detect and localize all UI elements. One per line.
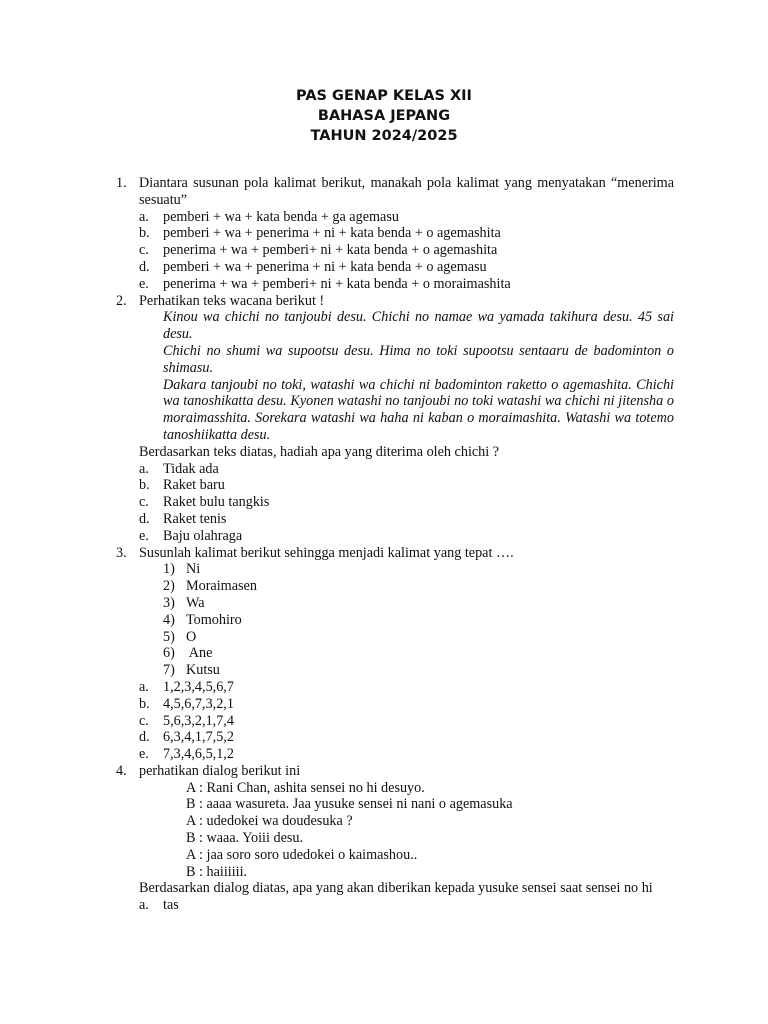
word-item: [163, 578, 674, 595]
option-text: 1,2,3,4,5,6,7: [163, 678, 234, 695]
option-text: Raket bulu tangkis: [163, 494, 270, 511]
option-letter: e.: [139, 527, 149, 544]
dialog-line: A : udedokei wa doudesuka ?: [186, 813, 353, 830]
answer-option: [139, 679, 674, 696]
question-number: 4.: [116, 762, 127, 779]
option-text: Raket baru: [163, 477, 225, 494]
question-text: Susunlah kalimat berikut sehingga menjadi kalimat yang tepat ….: [139, 544, 514, 561]
option-letter: a.: [139, 897, 149, 914]
option-letter: a.: [139, 678, 149, 695]
answer-option: [139, 729, 674, 746]
item-text: Ane: [186, 645, 213, 662]
item-number: 2): [163, 578, 175, 595]
dialog-line: A : Rani Chan, ashita sensei no hi desuyo.: [186, 779, 425, 796]
reading-passage-paragraph: Chichi no shumi wa supootsu desu. Hima no toki supootsu sentaaru de badominton o shimasu.: [163, 342, 674, 376]
question-text: perhatikan dialog berikut ini: [139, 762, 301, 779]
item-text: O: [186, 628, 197, 645]
item-number: 4): [163, 611, 175, 628]
answer-option: [139, 477, 674, 494]
option-text: 5,6,3,2,1,7,4: [163, 712, 234, 729]
question-number: 2.: [116, 292, 127, 309]
answer-option: [139, 696, 674, 713]
answer-option: [139, 461, 674, 478]
dialog-line: A : jaa soro soro udedokei o kaimashou..: [186, 846, 418, 863]
option-letter: d.: [139, 729, 150, 746]
reading-passage-paragraph: Dakara tanjoubi no toki, watashi wa chichi ni badominton raketto o agemashita. Chichi wa tanoshikatta desu. Kyonen watashi no tanjoubi no toki watashi wa chichi ni jitensha o moraimasshita. Sorekara watashi wa haha ni kaban o moraimashita. Watashi wa totemo tanoshiikatta desu.: [163, 376, 674, 443]
item-text: Moraimasen: [186, 578, 257, 595]
question-text: Diantara susunan pola kalimat berikut, manakah pola kalimat yang menyatakan “menerima sesuatu”: [139, 175, 674, 208]
option-letter: d.: [139, 258, 150, 275]
question-list: [116, 175, 674, 914]
header-subject: BAHASA JEPANG: [317, 108, 451, 124]
option-text: Tidak ada: [163, 460, 219, 477]
header-title: PAS GENAP KELAS XII: [296, 88, 472, 104]
option-letter: b.: [139, 225, 150, 242]
option-letter: c.: [139, 494, 149, 511]
option-text: Raket tenis: [163, 510, 227, 527]
item-text: Kutsu: [186, 662, 220, 679]
word-item: [163, 662, 674, 679]
question-number: 1.: [116, 175, 127, 191]
word-item: [163, 561, 674, 578]
option-text: 4,5,6,7,3,2,1: [163, 695, 234, 712]
reading-passage-paragraph: Kinou wa chichi no tanjoubi desu. Chichi no namae wa yamada takihura desu. 45 sai desu.: [163, 309, 674, 343]
dialog-line: B : haiiiiii.: [186, 863, 248, 880]
answer-option: [139, 209, 674, 226]
answer-option: [139, 494, 674, 511]
item-text: Ni: [186, 561, 201, 578]
question-number: 3.: [116, 544, 127, 561]
option-letter: b.: [139, 695, 150, 712]
word-item: [163, 645, 674, 662]
option-text: penerima + wa + pemberi+ ni + kata benda + o agemashita: [163, 242, 498, 259]
answer-option: [139, 276, 674, 293]
option-letter: c.: [139, 712, 149, 729]
option-letter: a.: [139, 208, 149, 225]
option-text: 6,3,4,1,7,5,2: [163, 729, 234, 746]
dialog-line: B : waaa. Yoiii desu.: [186, 830, 304, 847]
option-text: pemberi + wa + penerima + ni + kata benda + o agemasu: [163, 258, 487, 275]
header-year: TAHUN 2024/2025: [310, 128, 458, 144]
answer-option: [139, 528, 674, 545]
answer-option: [139, 225, 674, 242]
option-letter: d.: [139, 510, 150, 527]
answer-option: [139, 511, 674, 528]
item-number: 7): [163, 662, 175, 679]
question-2: [116, 293, 674, 310]
option-letter: e.: [139, 275, 149, 292]
dialog-line: B : aaaa wasureta. Jaa yusuke sensei ni nani o agemasuka: [186, 796, 513, 813]
option-text: penerima + wa + pemberi+ ni + kata benda + o moraimashita: [163, 275, 511, 292]
answer-option: [139, 242, 674, 259]
item-number: 6): [163, 645, 175, 662]
question-4: [116, 763, 674, 780]
option-letter: e.: [139, 746, 149, 763]
item-number: 3): [163, 594, 175, 611]
question-3: [116, 545, 674, 562]
item-text: Wa: [186, 594, 205, 611]
item-text: Tomohiro: [186, 611, 242, 628]
question-prompt: Berdasarkan dialog diatas, apa yang akan diberikan kepada yusuke sensei saat sensei no hi: [139, 880, 653, 897]
answer-option: [139, 746, 674, 763]
option-letter: a.: [139, 460, 149, 477]
answer-option: [139, 713, 674, 730]
item-number: 5): [163, 628, 175, 645]
answer-option: [139, 897, 674, 914]
option-text: pemberi + wa + kata benda + ga agemasu: [163, 208, 399, 225]
question-text: Perhatikan teks wacana berikut !: [139, 292, 325, 309]
option-text: 7,3,4,6,5,1,2: [163, 746, 234, 763]
answer-option: [139, 259, 674, 276]
word-item: [163, 629, 674, 646]
option-text: tas: [163, 897, 179, 914]
question-1: [116, 175, 674, 209]
item-number: 1): [163, 561, 175, 578]
word-item: [163, 612, 674, 629]
option-text: pemberi + wa + penerima + ni + kata benda + o agemashita: [163, 225, 501, 242]
option-text: Baju olahraga: [163, 527, 243, 544]
word-item: [163, 595, 674, 612]
option-letter: b.: [139, 477, 150, 494]
option-letter: c.: [139, 242, 149, 259]
question-prompt: Berdasarkan teks diatas, hadiah apa yang diterima oleh chichi ?: [139, 443, 500, 460]
document-header: [0, 86, 768, 146]
